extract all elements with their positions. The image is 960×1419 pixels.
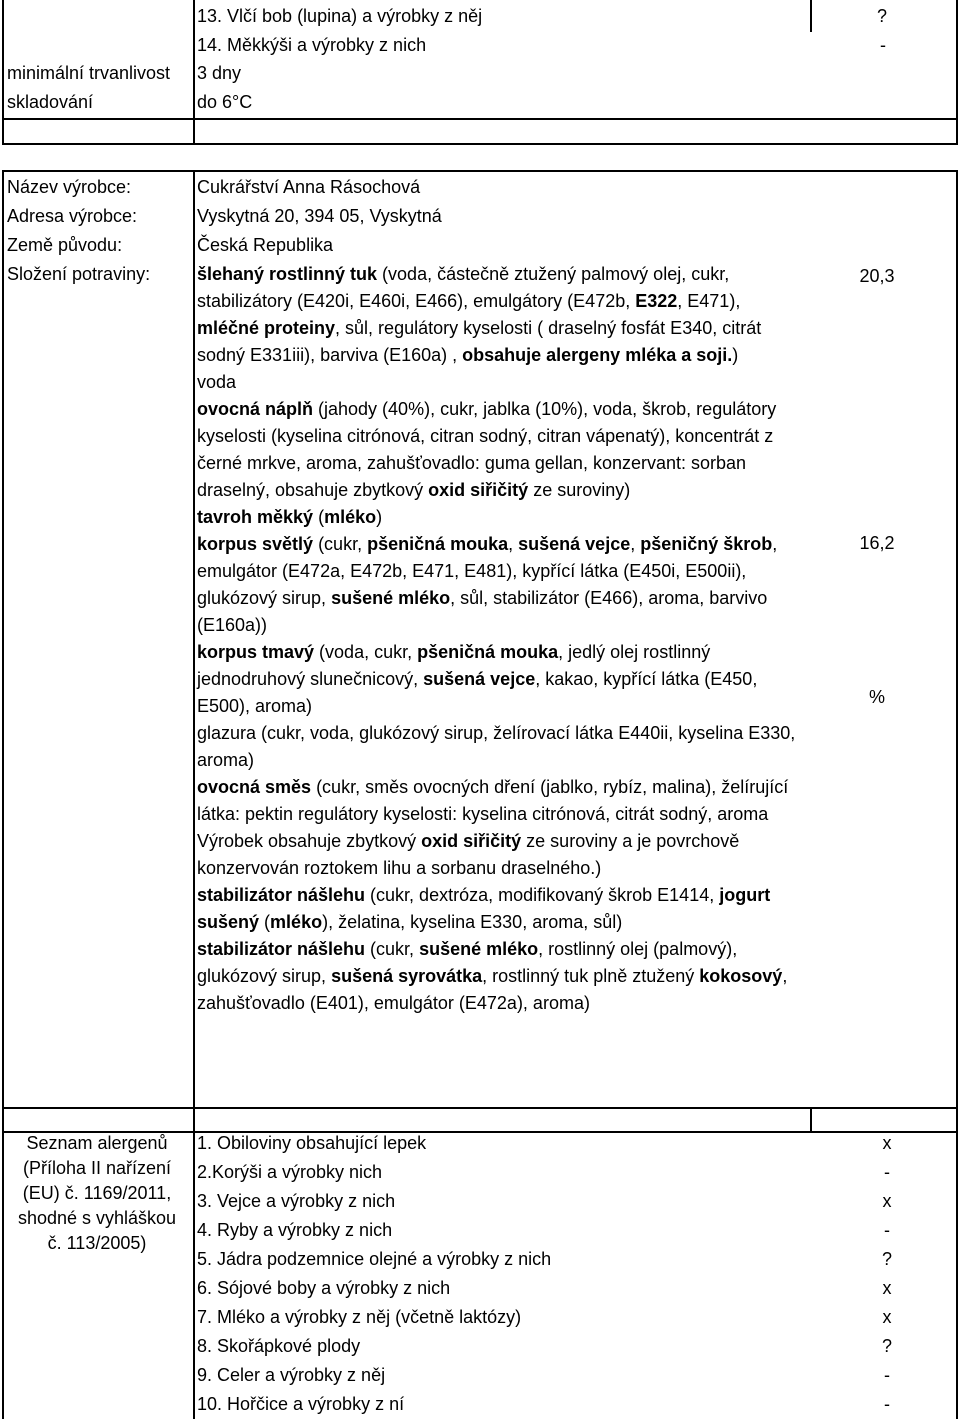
grid-line (2, 1107, 958, 1109)
ingredients-text: šlehaný rostlinný tuk (voda, částečně ztužený palmový olej, cukr, stabilizátory (E420i, E460i, E466), emulgátory (E472b, E322, E471), mléčné proteiny, sůl, regulátory kyselosti ( draselný fosfát E340, citrát sodný E331iii), barviva (E160a) , obsahuje alergeny mléka a soji.) voda ovocná náplň (jahody (40%), cukr, jablka (10%), voda, škrob, regulátory kyselosti (kyselina citrónová, citran sodný, citran vápenatý), koncentrát z černé mrkve, aroma, zahušťovadlo: guma gellan, konzervant: sorban draselný, obsahuje zbytkový oxid siřičitý ze suroviny) tavroh měkký (mléko) korpus světlý (cukr, pšeničná mouka, sušená vejce, pšeničný škrob, emulgátor (E472a, E472b, E471, E481), kypřící látka (E450i, E500ii), glukózový sirup, sušené mléko, sůl, stabilizátor (E466), aroma, barvivo (E160a)) korpus tmavý (voda, cukr, pšeničná mouka, jedlý olej rostlinný jednodruhový slunečnicový, sušená vejce, kakao, kypřící látka (E450, E500), aroma) glazura (cukr, voda, glukózový sirup, želírovací látka E440ii, kyselina E330, aroma) ovocná směs (cukr, směs ovocných dření (jablko, rybíz, malina), želírující látka: pektin regulátory kyselosti: kyselina citrónová, citrát sodný, aroma Výrobek obsahuje zbytkový oxid siřičitý ze suroviny a je povrchově konzervován roztokem lihu a sorbanu draselného.) stabilizátor nášlehu (cukr, dextróza, modifikovaný škrob E1414, jogurt sušený (mléko), želatina, kyselina E330, aroma, sůl) stabilizátor nášlehu (cukr, sušené mléko, rostlinný olej (palmový), glukózový sirup, sušená syrovátka, rostlinný tuk plně ztužený kokosový, zahušťovadlo (E401), emulgátor (E472a), aroma) (197, 264, 796, 1013)
value-percent-1: 20,3 (859, 266, 895, 286)
allergen-item: 2.Korýši a výrobky nich (197, 1162, 383, 1182)
allergen-value: ? (881, 1336, 892, 1356)
allergen-13-label: 13. Vlčí bob (lupina) a výrobky z něj (197, 6, 483, 26)
allergen-item: 9. Celer a výrobky z něj (197, 1365, 386, 1385)
allergen-value: x (882, 1191, 892, 1211)
grid-line (2, 0, 4, 145)
allergen-value: ? (881, 1249, 892, 1269)
allergen-item: 1. Obiloviny obsahující lepek (197, 1133, 427, 1153)
grid-line (2, 170, 958, 172)
allergen-value: x (882, 1307, 892, 1327)
allergen-value: - (884, 1162, 890, 1182)
grid-line (956, 170, 958, 1419)
allergen-item: 6. Sójové boby a výrobky z nich (197, 1278, 451, 1298)
value-percent-2: 16,2 (859, 533, 895, 553)
grid-line (2, 143, 958, 145)
grid-line (193, 0, 195, 145)
composition-label: Složení potraviny: (7, 264, 151, 284)
producer-name-label: Název výrobce: (7, 177, 132, 197)
allergen-value: - (884, 1365, 890, 1385)
allergen-value: - (884, 1394, 890, 1414)
shelf-life-value: 3 dny (197, 63, 242, 83)
allergen-item: 4. Ryby a výrobky z nich (197, 1220, 393, 1240)
storage-value: do 6°C (197, 92, 253, 112)
allergen-value: x (882, 1278, 892, 1298)
producer-name-value: Cukrářství Anna Rásochová (197, 177, 421, 197)
allergen-14-label: 14. Měkkýši a výrobky z nich (197, 35, 427, 55)
grid-line (810, 1108, 812, 1133)
storage-label: skladování (7, 92, 94, 112)
allergen-item: 10. Hořčice a výrobky z ní (197, 1394, 405, 1414)
allergen-value: x (882, 1133, 892, 1153)
origin-value: Česká Republika (197, 235, 334, 255)
allergen-value: - (884, 1220, 890, 1240)
grid-line (810, 0, 812, 32)
origin-label: Země původu: (7, 235, 123, 255)
grid-line (2, 118, 958, 120)
grid-line (2, 170, 4, 1419)
allergen-14-value: - (880, 35, 886, 55)
allergen-item: 5. Jádra podzemnice olejné a výrobky z nich (197, 1249, 552, 1269)
allergen-13-value: ? (877, 6, 888, 26)
producer-address-label: Adresa výrobce: (7, 206, 138, 226)
allergen-item: 7. Mléko a výrobky z něj (včetně laktózy) (197, 1307, 522, 1327)
grid-line (956, 0, 958, 145)
grid-line (193, 170, 195, 1419)
allergen-list-note: Seznam alergenů (Příloha II nařízení (EU) č. 1169/2011, shodné s vyhláškou č. 113/2005) (17, 1133, 177, 1253)
allergen-item: 8. Skořápkové plody (197, 1336, 361, 1356)
producer-address-value: Vyskytná 20, 394 05, Vyskytná (197, 206, 442, 226)
shelf-life-label: minimální trvanlivost (7, 63, 171, 83)
allergen-item: 3. Vejce a výrobky z nich (197, 1191, 396, 1211)
unit-percent: % (868, 687, 885, 707)
